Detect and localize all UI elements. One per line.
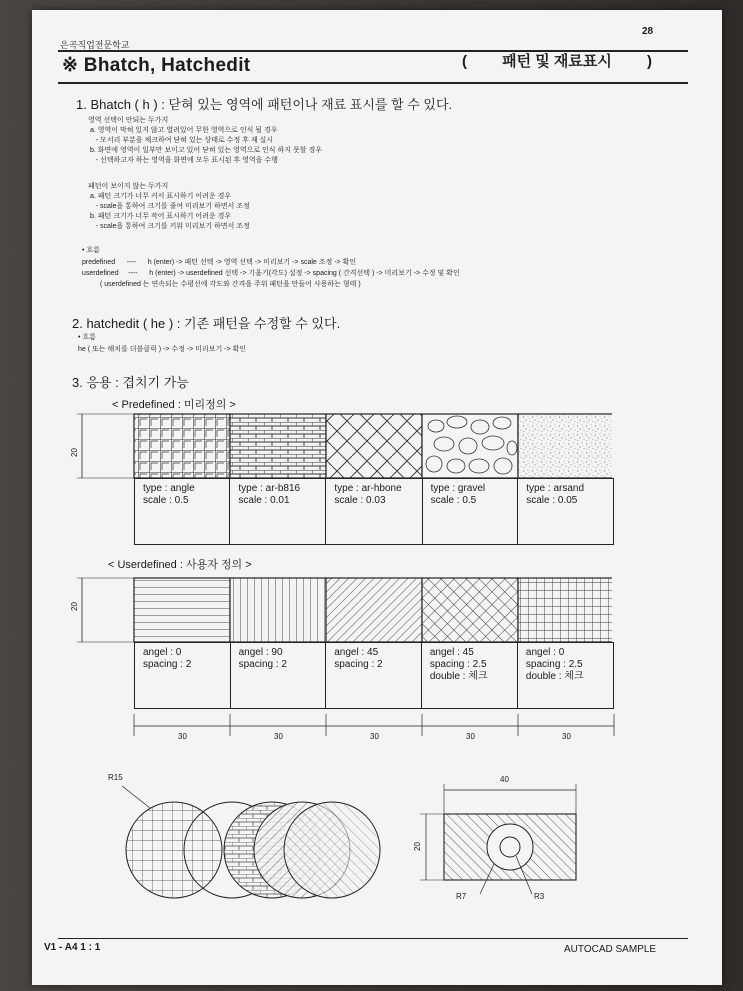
flow-note: ( userdefined 는 연속되는 수평선에 각도와 간격을 주워 패턴을 만들어 사용하는 형태 ) (100, 281, 361, 288)
predefined-hatch-strip (69, 406, 612, 486)
footer-label: AUTOCAD SAMPLE (564, 944, 657, 955)
userdefined-dim-height: 20 (69, 602, 79, 611)
userdefined-angle-2: angel : 90 (238, 647, 283, 658)
hatch-ar-b816-sample (230, 414, 326, 478)
hatch-angle0-sample (134, 578, 230, 642)
userdefined-spacing-5: spacing : 2.5 (525, 659, 583, 670)
userdefined-spacing-3: spacing : 2 (334, 659, 383, 670)
userdefined-hatch-strip (69, 566, 612, 646)
section2-heading: 2. hatchedit ( he ) : 기존 패턴을 수정할 수 있다. (72, 316, 341, 331)
predefined-type-3: type : ar-hbone (334, 483, 402, 494)
userdefined-double-4: double : 체크 (429, 671, 488, 682)
dim-width-3: 30 (370, 732, 379, 741)
flow-predefined: predefined ---- h (enter) -> 패턴 선택 -> 영역 선택 -> 미리보기 -> scale 조정 -> 확인 (82, 259, 357, 266)
userdefined-cell-1 (135, 643, 231, 709)
section3-heading: 3. 응용 : 겹치기 가능 (72, 375, 189, 390)
predefined-scale-4: scale : 0.5 (430, 495, 477, 506)
userdefined-angle-5: angel : 0 (525, 647, 565, 658)
predefined-type-1: type : angle (143, 483, 195, 494)
school-name: 은곡직업전문학교 (60, 40, 130, 50)
circle-radius-label: R15 (108, 773, 123, 782)
userdefined-cell-3 (326, 643, 422, 709)
userdefined-angle-4: angel : 45 (429, 647, 474, 658)
section2-flow: he ( 또는 해치를 더블클릭 ) -> 수정 -> 미리보기 -> 확인 (78, 346, 247, 353)
section1-block-pattern-invisible: 패턴이 보이지 않는 두가지 a. 패턴 크기가 너무 커서 표시하기 어려운 경우 - scale을 통하여 크기를 줄여 미리보기 하면서 조정 b. 패턴 크기가 너무 작어 표시하기 어려운 경우 - scale을 통하여 크기를 키워 미리보기 하면서 조정 (88, 183, 250, 230)
hatch-angle-sample (134, 414, 230, 478)
predefined-type-4: type : gravel (430, 483, 486, 494)
hatch-angle90-sample (230, 578, 326, 642)
hole-inner-circle (500, 837, 520, 857)
userdefined-double-5: double : 체크 (525, 671, 584, 682)
userdefined-spacing-1: spacing : 2 (143, 659, 192, 670)
hatch-arsand-sample (518, 414, 612, 478)
predefined-cell-4 (422, 479, 518, 545)
section2-flow-title: • 흐름 (78, 334, 96, 341)
userdefined-table (134, 642, 614, 709)
rect-height-label: 20 (412, 842, 422, 851)
predefined-type-2: type : ar-b816 (238, 483, 301, 494)
rect-width-label: 40 (500, 775, 509, 784)
hatch-ar-hbone-sample (326, 414, 422, 478)
userdefined-cell-2 (230, 643, 326, 709)
userdefined-label: < Userdefined : 사용자 정의 > (108, 559, 252, 571)
section1-heading: 1. Bhatch ( h ) : 닫혀 있는 영역에 패턴이나 재료 표시를 할 수 있다. (76, 97, 453, 112)
footer-version: V1 - A4 1 : 1 (44, 942, 101, 953)
flow-userdefined: userdefined ---- h (enter) -> userdefined 선택 -> 기울기(각도) 설정 -> spacing ( 간격선택 ) -> 미리보기 -> 수정 및 확인 (82, 270, 460, 277)
userdefined-cell-4 (421, 643, 517, 709)
predefined-type-5: type : arsand (526, 483, 585, 494)
predefined-label: < Predefined : 미리정의 > (112, 399, 236, 411)
rect-with-hole-drawing (412, 780, 592, 910)
predefined-scale-5: scale : 0.05 (526, 495, 578, 506)
predefined-table (134, 478, 614, 545)
page-number: 28 (642, 26, 654, 37)
dim-width-2: 30 (274, 732, 283, 741)
overlapping-circles-drawing (92, 770, 392, 920)
predefined-dim-height: 20 (69, 448, 79, 457)
section1-block-area-selection: 영역 선택이 안되는 두가지 a. 영역이 막혀 있지 않고 열려있어 무한 영역으로 인식 될 경우 - 모서리 부분을 체크하여 닫혀 있는 상태로 수정 후 재 실시 b. 화면에 영역이 일부만 보이고 있어 닫혀 있는 영역으로 인식 하지 못할 경우 - 선택하고자 하는 영역을 화면에 모두 표시된 후 영역을 수행 (88, 117, 322, 164)
radius-r7-label: R7 (456, 892, 467, 901)
dim-width-4: 30 (466, 732, 475, 741)
predefined-scale-2: scale : 0.01 (238, 495, 290, 506)
predefined-cell-5 (518, 479, 614, 545)
predefined-cell-1 (135, 479, 230, 545)
hatch-angle45-sample (326, 578, 422, 642)
userdefined-angle-1: angel : 0 (143, 647, 182, 658)
radius-r3-label: R3 (534, 892, 545, 901)
title-tag-text: 패턴 및 재료표시 (502, 53, 612, 70)
userdefined-spacing-2: spacing : 2 (238, 659, 287, 670)
document-page (32, 10, 722, 985)
footer-rule (58, 938, 688, 939)
title-tag (462, 50, 652, 74)
predefined-cell-2 (230, 479, 326, 545)
hatch-angle0-double-sample (518, 578, 612, 642)
predefined-scale-1: scale : 0.5 (143, 495, 189, 506)
hatch-angle45-double-sample (422, 578, 518, 642)
page-title: ※ Bhatch, Hatchedit (62, 55, 251, 76)
section1-flow-title: • 흐름 (82, 247, 100, 254)
dim-width-5: 30 (562, 732, 571, 741)
header-rule-bottom (58, 82, 688, 84)
dim-width-1: 30 (178, 732, 187, 741)
circle-diagonal2-hatch (284, 802, 380, 898)
predefined-scale-3: scale : 0.03 (334, 495, 386, 506)
userdefined-angle-3: angel : 45 (334, 647, 379, 658)
userdefined-spacing-4: spacing : 2.5 (429, 659, 487, 670)
userdefined-cell-5 (517, 643, 613, 709)
predefined-cell-3 (326, 479, 422, 545)
